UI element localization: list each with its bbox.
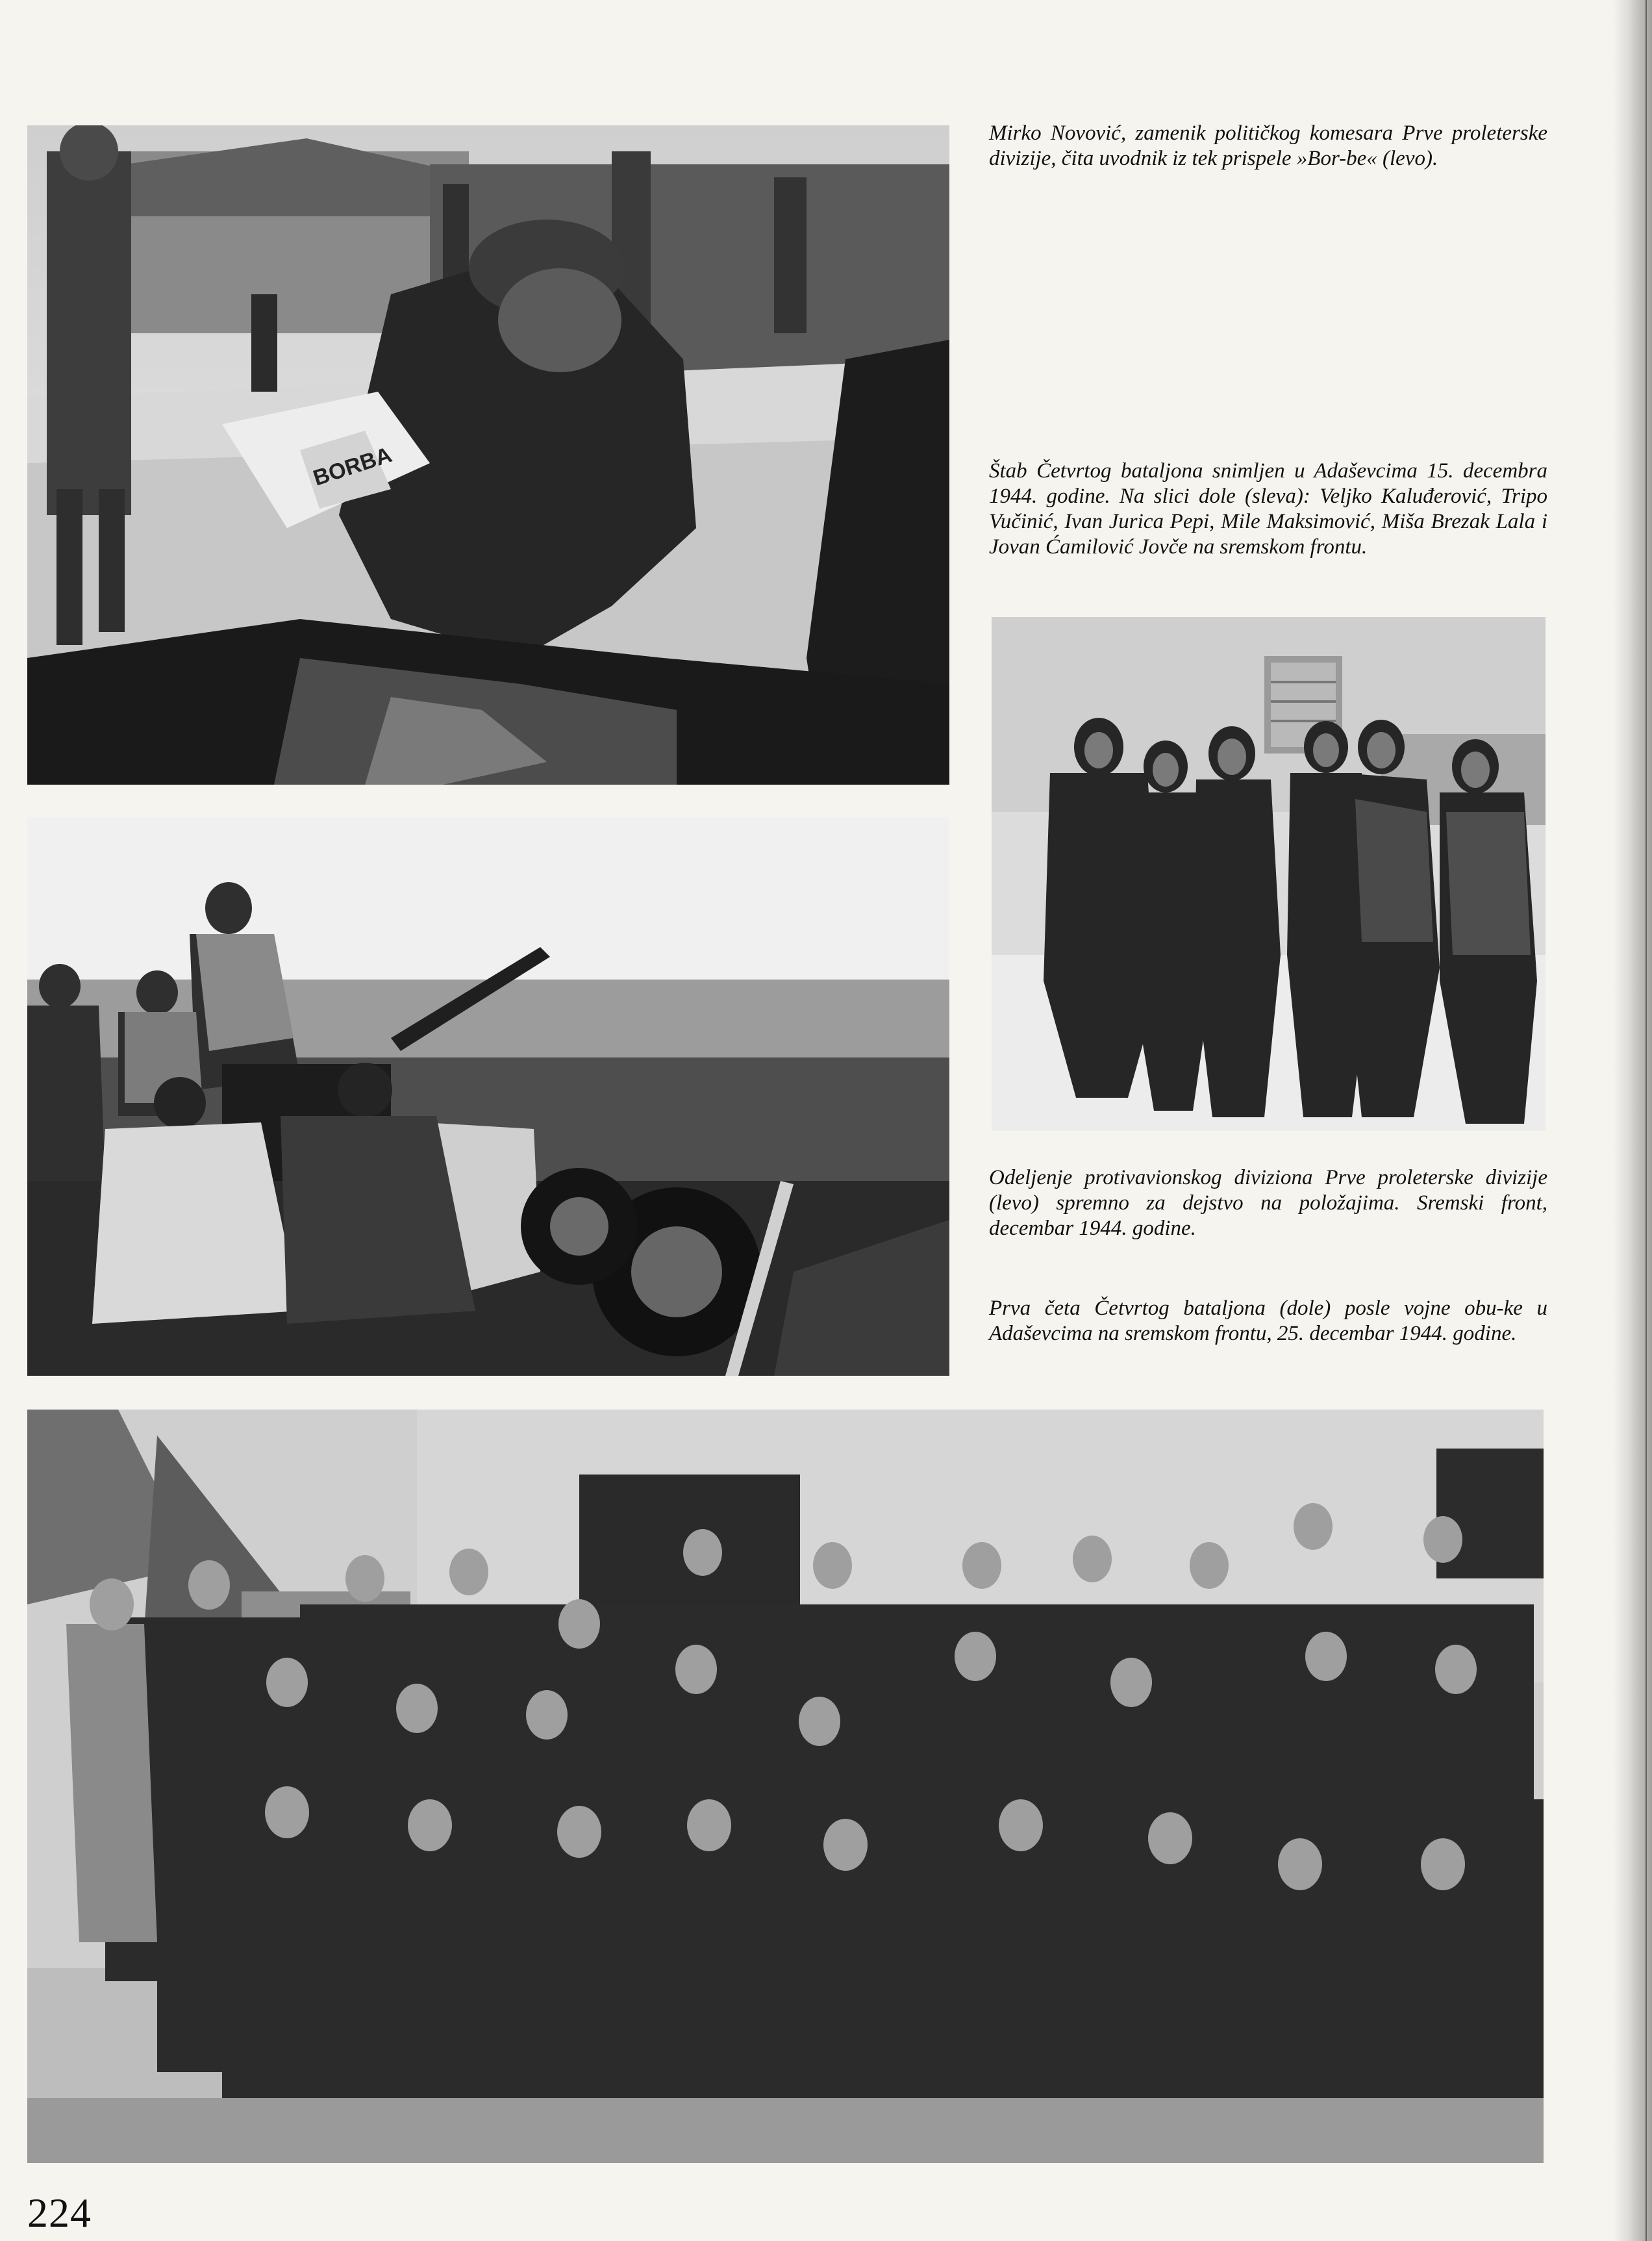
photo-first-company-group (27, 1410, 1544, 2163)
photo-cheta-image (27, 1410, 1544, 2163)
page-number: 224 (27, 2190, 92, 2236)
photo-aa-image (27, 817, 949, 1376)
page-gutter-line (1646, 0, 1647, 2241)
caption-first-company: Prva četa Četvrtog bataljona (dole) posle vojne obu-ke u Adaševcima na sremskom frontu, 25. decembar 1944. godine. (989, 1297, 1547, 1345)
photo-battalion-staff (992, 617, 1546, 1131)
caption-novovic: Mirko Novović, zamenik političkog komesara Prve proleterske divizije, čita uvodnik iz tek prispele »Bor-be« (levo). (989, 121, 1547, 170)
photo-novovic-image (27, 125, 949, 785)
photo-novovic-reading-borba (27, 125, 949, 785)
photo-anti-aircraft-crew (27, 817, 949, 1376)
newspaper-masthead: BORBA (310, 442, 395, 491)
photo-stab-image (992, 617, 1546, 1131)
caption-battalion-staff: Štab Četvrtog bataljona snimljen u Adaševcima 15. decembra 1944. godine. Na slici dole (sleva): Veljko Kaluđerović, Tripo Vučinić, Ivan Jurica Pepi, Mile Maksimović, Miša Brezak Lala i Jovan Ćamilović Jovče na sremskom frontu. (989, 459, 1547, 559)
caption-anti-aircraft: Odeljenje protivavionskog diviziona Prve proleterske divizije (levo) spremno za dejstvo na položajima. Sremski front, decembar 1944. godine. (989, 1166, 1547, 1240)
